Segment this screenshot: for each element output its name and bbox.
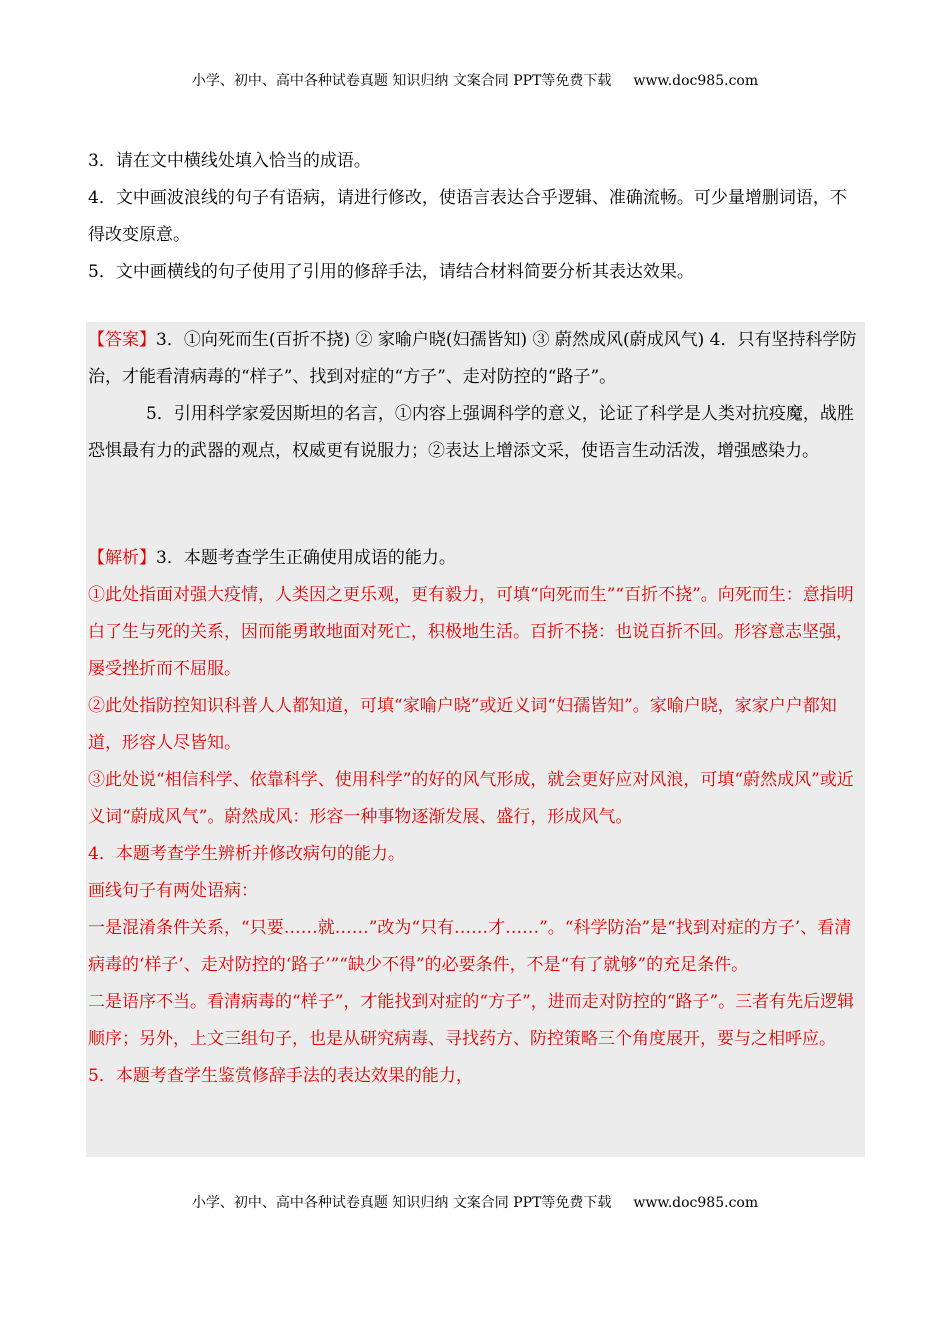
analysis-tag: 【解析】	[88, 548, 156, 568]
page-header	[0, 70, 950, 90]
footer-text: 小学、初中、高中各种试卷真题 知识归纳 文案合同 PPT等免费下载	[191, 1195, 612, 1211]
analysis-para-3: ③此处说“相信科学、依靠科学、使用科学”的好的风气形成，就会更好应对风浪，可填“蔚然成风”或近义词“蔚成风气”。蔚然成风：形容一种事物逐渐发展、盛行，形成风气。	[88, 770, 854, 827]
footer-url[interactable]: www.doc985.com	[633, 1195, 759, 1211]
analysis-first-text: 3．本题考查学生正确使用成语的能力。	[156, 548, 456, 568]
analysis-para-4: 4．本题考查学生辨析并修改病句的能力。	[88, 844, 405, 864]
analysis-para-8: 5．本题考查学生鉴赏修辞手法的表达效果的能力，	[88, 1066, 473, 1086]
page-footer	[0, 1192, 950, 1212]
analysis-para-7: 二是语序不当。看清病毒的“样子”，才能找到对症的“方子”，进而走对防控的“路子”。三者有先后逻辑顺序；另外，上文三组句子，也是从研究病毒、寻找药方、防控策略三个角度展开，要与之相呼应。	[88, 992, 855, 1049]
question-4: 4．文中画波浪线的句子有语病，请进行修改，使语言表达合乎逻辑、准确流畅。可少量增删词语，不得改变原意。	[88, 188, 847, 245]
answer-text-1: 3．①向死而生(百折不挠) ② 家喻户晓(妇孺皆知) ③ 蔚然成风(蔚成风气) 4．只有坚持科学防治，才能看清病毒的“样子”、找到对症的“方子”、走对防控的“路子”。	[88, 330, 857, 387]
question-5: 5．文中画横线的句子使用了引用的修辞手法，请结合材料简要分析其表达效果。	[88, 262, 694, 282]
questions-section	[88, 143, 863, 291]
analysis-section	[88, 540, 863, 1095]
question-3: 3．请在文中横线处填入恰当的成语。	[88, 151, 371, 171]
analysis-para-5: 画线句子有两处语病：	[88, 881, 258, 901]
analysis-para-6: 一是混淆条件关系，“只要……就……”改为“只有……才……”。“科学防治”是“找到对症的方子’、看清病毒的‘样子’、走对防控的‘路子’”“缺少不得”的必要条件，不是“有了就够”的充足条件。	[88, 918, 852, 975]
answer-section	[88, 322, 863, 470]
header-text: 小学、初中、高中各种试卷真题 知识归纳 文案合同 PPT等免费下载	[191, 73, 612, 89]
analysis-first	[88, 540, 863, 577]
analysis-para-1: ①此处指面对强大疫情，人类因之更乐观，更有毅力，可填“向死而生”“百折不挠”。向死而生：意指明白了生与死的关系，因而能勇敢地面对死亡，积极地生活。百折不挠：也说百折不回。形容意志坚强，屡受挫折而不屈服。	[88, 585, 854, 679]
header-url[interactable]: www.doc985.com	[633, 73, 759, 89]
answer-line-1	[88, 322, 863, 396]
answer-tag: 【答案】	[88, 330, 156, 350]
analysis-para-2: ②此处指防控知识科普人人都知道，可填“家喻户晓”或近义词“妇孺皆知”。家喻户晓，家家户户都知道，形容人尽皆知。	[88, 696, 837, 753]
answer-line-2: 5．引用科学家爱因斯坦的名言，①内容上强调科学的意义，论证了科学是人类对抗疫魔，战胜恐惧最有力的武器的观点，权威更有说服力；②表达上增添文采，使语言生动活泼，增强感染力。	[88, 404, 854, 461]
